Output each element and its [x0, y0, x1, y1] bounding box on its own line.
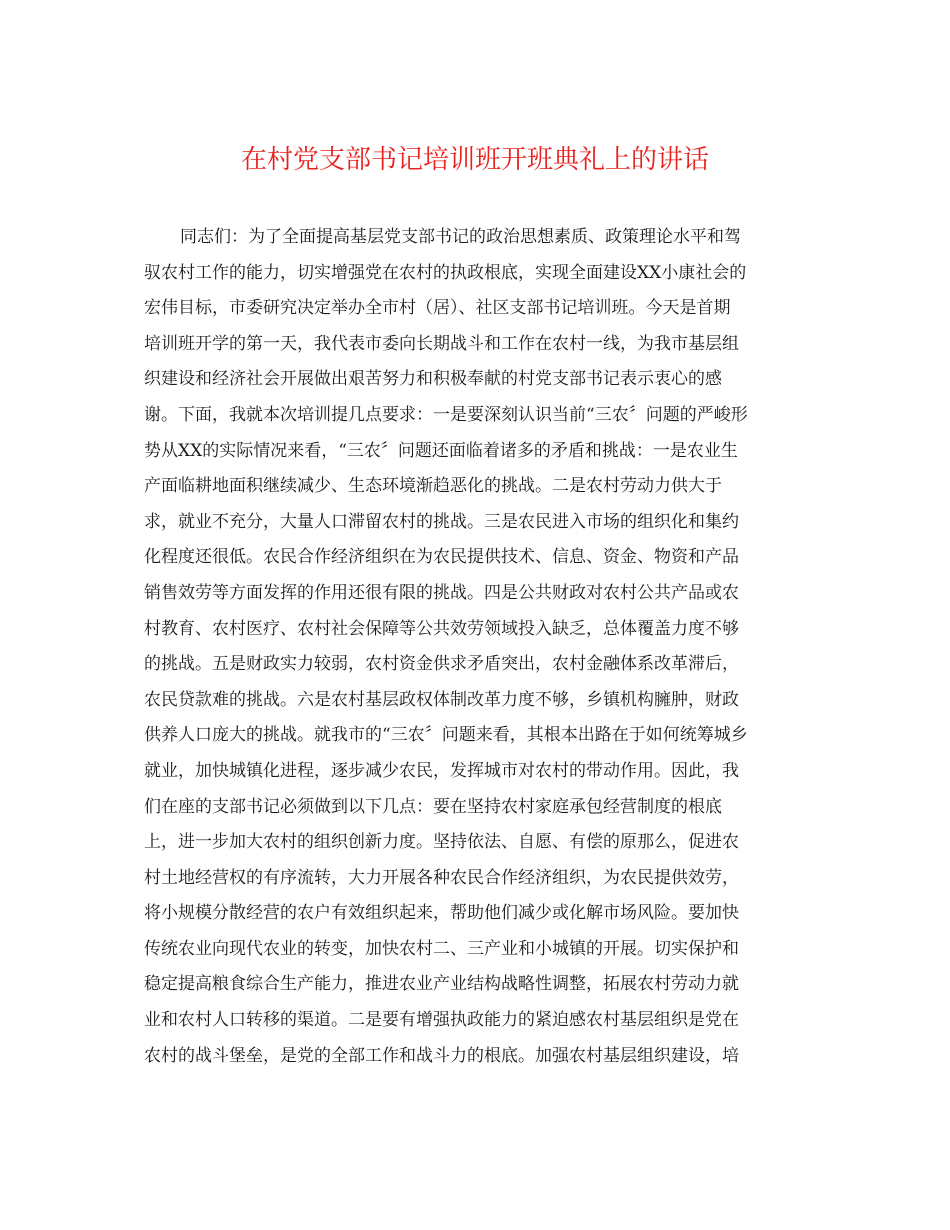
body-line: 将小规模分散经营的农户有效组织起来，帮助他们减少或化解市场风险。要加快: [144, 903, 739, 924]
body-line: 农民贷款难的挑战。六是农村基层政权体制改革力度不够，乡镇机构臃肿，财政: [144, 689, 739, 710]
body-line: 同志们：为了全面提高基层党支部书记的政治思想素质、政策理论水平和驾: [180, 227, 741, 247]
body-line: 宏伟目标，市委研究决定举办全市村（居）、社区支部书记培训班。今天是首期: [144, 298, 731, 319]
body-line: 就业，加快城镇化进程，逐步减少农民，发挥城市对农村的带动作用。因此，我: [144, 760, 739, 781]
body-line: 培训班开学的第一天，我代表市委向长期战斗和工作在农村一线，为我市基层组: [144, 333, 739, 354]
body-line: 产面临耕地面积继续减少、生态环境渐趋恶化的挑战。二是农村劳动力供大于: [144, 476, 722, 497]
body-line: 村土地经营权的有序流转，大力开展各种农民合作经济组织，为农民提供效劳，: [144, 867, 739, 888]
document-title: 在村党支部书记培训班开班典礼上的讲话: [240, 145, 709, 175]
body-line: 业和农村人口转移的渠道。二是要有增强执政能力的紧迫感农村基层组织是党在: [144, 1010, 739, 1031]
body-line: 势从XX的实际情况来看，“三农〞问题还面临着诸多的矛盾和挑战：一是农业生: [144, 440, 738, 461]
body-line: 稳定提高粮食综合生产能力，推进农业产业结构战略性调整，拓展农村劳动力就: [144, 974, 739, 995]
body-line: 上，进一步加大农村的组织创新力度。坚持依法、自愿、有偿的原那么，促进农: [144, 832, 739, 853]
document-body: [144, 220, 810, 1074]
body-line: 村教育、农村医疗、农村社会保障等公共效劳领域投入缺乏，总体覆盖力度不够: [144, 618, 739, 639]
body-line: 驭农村工作的能力，切实增强党在农村的执政根底，实现全面建设XX小康社会的: [144, 262, 747, 283]
body-line: 销售效劳等方面发挥的作用还很有限的挑战。四是公共财政对农村公共产品或农: [144, 582, 739, 603]
body-line: 的挑战。五是财政实力较弱，农村资金供求矛盾突出，农村金融体系改革滞后，: [144, 654, 739, 675]
body-line: 供养人口庞大的挑战。就我市的“三农〞问题来看，其根本出路在于如何统筹城乡: [144, 725, 748, 746]
body-line: 农村的战斗堡垒，是党的全部工作和战斗力的根底。加强农村基层组织建设，培: [144, 1045, 739, 1066]
body-line: 求，就业不充分，大量人口滞留农村的挑战。三是农民进入市场的组织化和集约: [144, 511, 739, 532]
body-line: 传统农业向现代农业的转变，加快农村二、三产业和小城镇的开展。切实保护和: [144, 938, 739, 959]
body-line: 织建设和经济社会开展做出艰苦努力和积极奉献的村党支部书记表示衷心的感: [144, 369, 722, 390]
body-line: 谢。下面，我就本次培训提几点要求：一是要深刻认识当前“三农〞问题的严峻形: [144, 404, 748, 425]
body-line: 化程度还很低。农民合作经济组织在为农民提供技术、信息、资金、物资和产品: [144, 547, 739, 568]
body-line: 们在座的支部书记必须做到以下几点：要在坚持农村家庭承包经营制度的根底: [144, 796, 722, 817]
